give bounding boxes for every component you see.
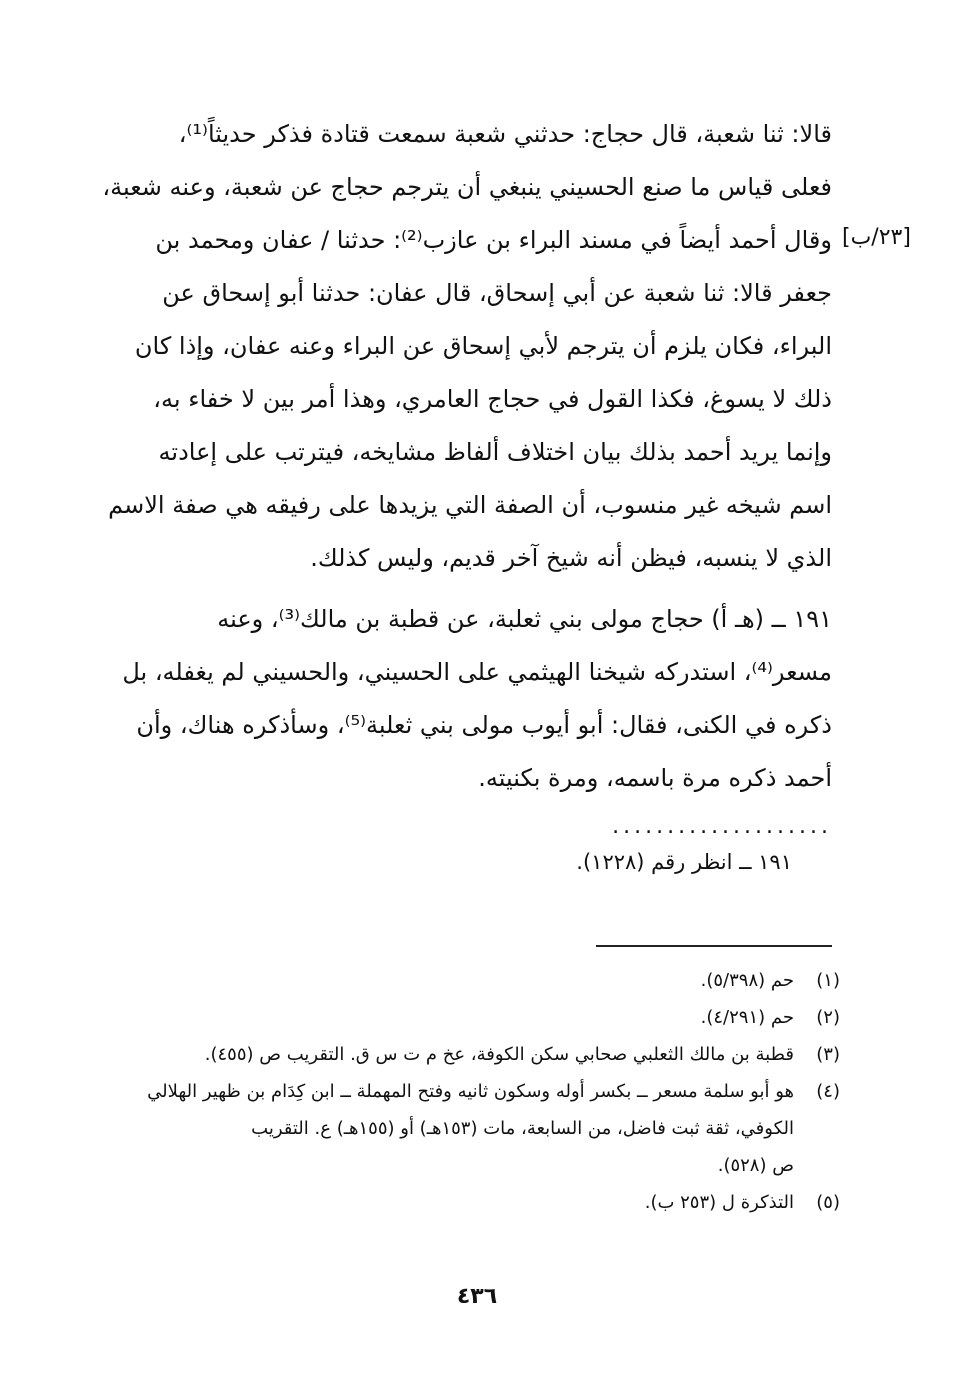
margin-folio-note: [٢٣/ب] <box>842 225 911 250</box>
text-line: فعلى قياس ما صنع الحسيني ينبغي أن يترجم حجاج عن شعبة، وعنه شعبة، <box>102 173 832 201</box>
footnote <box>82 1036 840 1073</box>
text-line: اسم شيخه غير منسوب، أن الصفة التي يزيدها على رفيقه هي صفة الاسم <box>108 491 832 519</box>
footnote-number: (٥) <box>816 1192 840 1213</box>
dotted-separator: .................... <box>612 814 832 839</box>
footnote <box>82 999 840 1036</box>
main-text <box>80 108 832 805</box>
footnote-line: حم (٤/٢٩١). <box>700 1007 794 1028</box>
footnote-text <box>82 962 794 999</box>
footnote-divider <box>596 945 832 947</box>
text-line: الذي لا ينسبه، فيظن أنه شيخ آخر قديم، وليس كذلك. <box>310 544 832 572</box>
text-line: البراء، فكان يلزم أن يترجم لأبي إسحاق عن البراء وعنه عفان، وإذا كان <box>134 332 832 360</box>
footnote-line: حم (٥/٣٩٨). <box>700 970 794 991</box>
text-line: وإنما يريد أحمد بذلك بيان اختلاف ألفاظ مشايخه، فيترتب على إعادته <box>158 438 832 466</box>
text-line: مسعر⁽⁴⁾، استدركه شيخنا الهيثمي على الحسيني، والحسيني لم يغفله، بل <box>122 658 832 686</box>
text-line: ذكره في الكنى، فقال: أبو أيوب مولى بني ثعلبة⁽⁵⁾، وسأذكره هناك، وأن <box>136 711 832 739</box>
footnote-text <box>82 1184 794 1221</box>
footnote-text <box>82 999 794 1036</box>
paragraph-2 <box>80 593 832 805</box>
paragraph-1 <box>80 108 832 585</box>
footnote <box>82 1184 840 1221</box>
footnotes <box>82 962 840 1221</box>
footnote-line: الكوفي، ثقة ثبت فاضل، من السابعة، مات (١٥٣هـ) أو (١٥٥هـ) ع. التقريب <box>251 1118 794 1139</box>
footnote-number: (٣) <box>816 1044 840 1065</box>
text-line: قالا: ثنا شعبة، قال حجاج: حدثني شعبة سمعت قتادة فذكر حديثاً⁽¹⁾، <box>178 120 832 148</box>
footnote-text <box>82 1073 794 1184</box>
footnote <box>82 1073 840 1184</box>
page-number: ٤٣٦ <box>456 1284 498 1309</box>
text-line: ١٩١ ــ (هـ أ) حجاج مولى بني ثعلبة، عن قطبة بن مالك⁽³⁾، وعنه <box>217 605 832 633</box>
reference-line: ١٩١ ــ انظر رقم (١٢٢٨). <box>576 850 792 874</box>
text-line: وقال أحمد أيضاً في مسند البراء بن عازب⁽²⁾: حدثنا / عفان ومحمد بن <box>155 226 832 254</box>
footnote-line: التذكرة ل (٢٥٣ ب). <box>644 1192 794 1213</box>
footnote <box>82 962 840 999</box>
footnote-line: قطبة بن مالك الثعلبي صحابي سكن الكوفة، عخ م ت س ق. التقريب ص (٤٥٥). <box>204 1044 794 1065</box>
text-line: جعفر قالا: ثنا شعبة عن أبي إسحاق، قال عفان: حدثنا أبو إسحاق عن <box>162 279 832 307</box>
text-line: أحمد ذكره مرة باسمه، ومرة بكنيته. <box>478 764 832 792</box>
footnote-line: هو أبو سلمة مسعر ــ بكسر أوله وسكون ثانيه وفتح المهملة ــ ابن كِدَام بن ظهير الهلالي <box>147 1081 794 1102</box>
footnote-number: (٢) <box>816 1007 840 1028</box>
footnote-line: ص (٥٢٨). <box>717 1155 794 1176</box>
footnote-text <box>82 1036 794 1073</box>
footnote-number: (٤) <box>816 1081 840 1102</box>
text-line: ذلك لا يسوغ، فكذا القول في حجاج العامري، وهذا أمر بين لا خفاء به، <box>153 385 832 413</box>
footnote-number: (١) <box>816 970 840 991</box>
